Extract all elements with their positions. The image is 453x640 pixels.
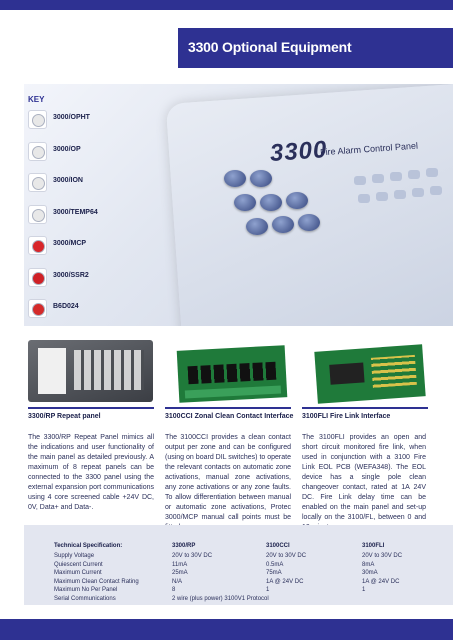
spec-row-label: Serial Communications <box>54 595 116 602</box>
key-icon-shape <box>32 146 45 159</box>
spec-row-label: Maximum No Per Panel <box>54 587 118 593</box>
ion-detector-icon <box>28 173 47 192</box>
panel-button <box>224 170 246 187</box>
column-rule <box>165 407 291 409</box>
spec-row-label: Maximum Current <box>54 570 102 576</box>
column-body-cci: The 3100CCI provides a clean contact output per zone and can be configured (using on board DIL switches) to operate the relevant contacts on automatic zone activations, manual zone activations, any zone activations or any zone faults. To allow differentiation between manual or automatic zone activations, Protec 3000/MCP manual call points must be <box>165 434 291 521</box>
column-body-repeat-panel: The 3300/RP Repeat Panel mimics all the indications and user functionality of the main panel as detailed previously. A maximum of 8 repeat panels can be connected to the 3300 panel using the external expansion port communications using 4 core screened cable +24V DC, 0V, Data+ and Data-. <box>28 434 154 511</box>
column-title-fli: 3100FLI Fire Link Interface <box>302 413 391 420</box>
spec-cell: N/A <box>172 578 183 585</box>
panel-button <box>246 218 268 235</box>
component-row <box>371 355 417 388</box>
keypad-key <box>390 172 402 181</box>
key-icon-shape <box>32 303 45 316</box>
title-banner <box>178 28 453 68</box>
key-item-label: 3000/MCP <box>53 240 87 247</box>
spec-row-label: Supply Voltage <box>54 553 95 559</box>
key-item-label: B6D024 <box>53 303 79 310</box>
keypad-key <box>412 188 424 197</box>
spec-row-label: Maximum Clean Contact Rating <box>54 578 139 585</box>
spec-cell: 75mA <box>266 570 282 576</box>
smoke-detector-icon <box>28 142 47 161</box>
manual-call-point-icon <box>28 236 47 255</box>
spec-cell: 20V to 30V DC <box>266 553 307 559</box>
heat-detector-icon <box>28 110 47 129</box>
spec-cell: 11mA <box>172 561 188 568</box>
fli-pcb-image <box>314 344 425 403</box>
keypad-key <box>426 168 438 177</box>
chip-block <box>329 362 364 384</box>
keypad-key <box>376 192 388 201</box>
panel-model-text: 3300 <box>269 136 329 167</box>
spec-cell: 20V to 30V DC <box>362 553 403 559</box>
panel-button <box>260 194 282 211</box>
bottom-brand-bar <box>0 619 453 640</box>
spec-cell: 20V to 30V DC <box>172 553 213 559</box>
relay-row <box>188 362 277 385</box>
key-icon-shape <box>32 177 45 190</box>
panel-face <box>166 84 453 326</box>
keypad-key <box>408 170 420 179</box>
panel-button <box>286 192 308 209</box>
spec-col-header: 3100CCI <box>266 543 290 549</box>
column-body-fli: The 3100FLI provides an open and short circuit monitored fire link, when used in conjunction with a 3100 Fire Link EOL PCB (WEFA348). The EOL device has a single pole clean changeover contact, rated at 1A 24V DC. Fire Link delay time can be enabled on the main panel and set-up locally on the 3100/FL, between 0 and <box>302 434 426 521</box>
page-title: 3300 Optional Equipment <box>188 39 352 55</box>
column-rule <box>302 407 428 409</box>
spec-cell: 2 wire (plus power) 3100V1 Protocol <box>172 595 269 602</box>
spec-row-label: Quiescent Current <box>54 561 103 568</box>
keypad-key <box>372 174 384 183</box>
keypad-key <box>354 176 366 185</box>
panel-label-text: Fire Alarm Control Panel <box>319 140 419 158</box>
spec-cell: 1A @ 24V DC <box>362 578 400 585</box>
sounder-icon <box>28 268 47 287</box>
spec-cell: 30mA <box>362 570 378 576</box>
spec-heading: Technical Specification: <box>54 543 123 549</box>
key-heading: KEY <box>28 95 45 104</box>
key-icon-shape <box>32 272 45 285</box>
spec-cell: 1A @ 24V DC <box>266 578 304 585</box>
key-icon-shape <box>32 209 45 222</box>
column-title-cci: 3100CCI Zonal Clean Contact Interface <box>165 413 294 420</box>
key-icon-shape <box>32 240 45 253</box>
terminal-strip <box>185 385 281 398</box>
panel-button <box>298 214 320 231</box>
key-item-label: 3000/TEMP64 <box>53 208 98 216</box>
key-icon-shape <box>32 114 45 127</box>
temperature-detector-icon <box>28 205 47 224</box>
key-item-label: 3000/OP <box>53 145 81 153</box>
spec-col-header: 3300/RP <box>172 543 196 549</box>
bell-icon <box>28 299 47 318</box>
column-rule <box>28 407 154 409</box>
spec-cell: 1 <box>266 587 270 593</box>
keypad-key <box>358 194 370 203</box>
key-item-label: 3000/SSR2 <box>53 271 89 279</box>
spec-cell: 8mA <box>362 561 375 568</box>
panel-button <box>250 170 272 187</box>
key-item-label: 3000/OPHT <box>53 114 90 121</box>
keypad-key <box>394 190 406 199</box>
repeat-panel-display <box>38 348 66 394</box>
spec-cell: 25mA <box>172 570 188 576</box>
cci-pcb-image <box>177 345 288 403</box>
column-title-repeat-panel: 3300/RP Repeat panel <box>28 413 101 420</box>
repeat-panel-image <box>28 340 153 402</box>
keypad-key <box>430 186 442 195</box>
key-item-label: 3000/ION <box>53 177 83 184</box>
panel-button <box>272 216 294 233</box>
spec-col-header: 3100FLI <box>362 543 385 549</box>
spec-cell: 8 <box>172 587 176 593</box>
spec-cell: 1 <box>362 587 366 593</box>
panel-button <box>234 194 256 211</box>
spec-cell: 0.5mA <box>266 561 284 568</box>
repeat-panel-keys <box>74 350 144 390</box>
top-brand-bar <box>0 0 453 10</box>
